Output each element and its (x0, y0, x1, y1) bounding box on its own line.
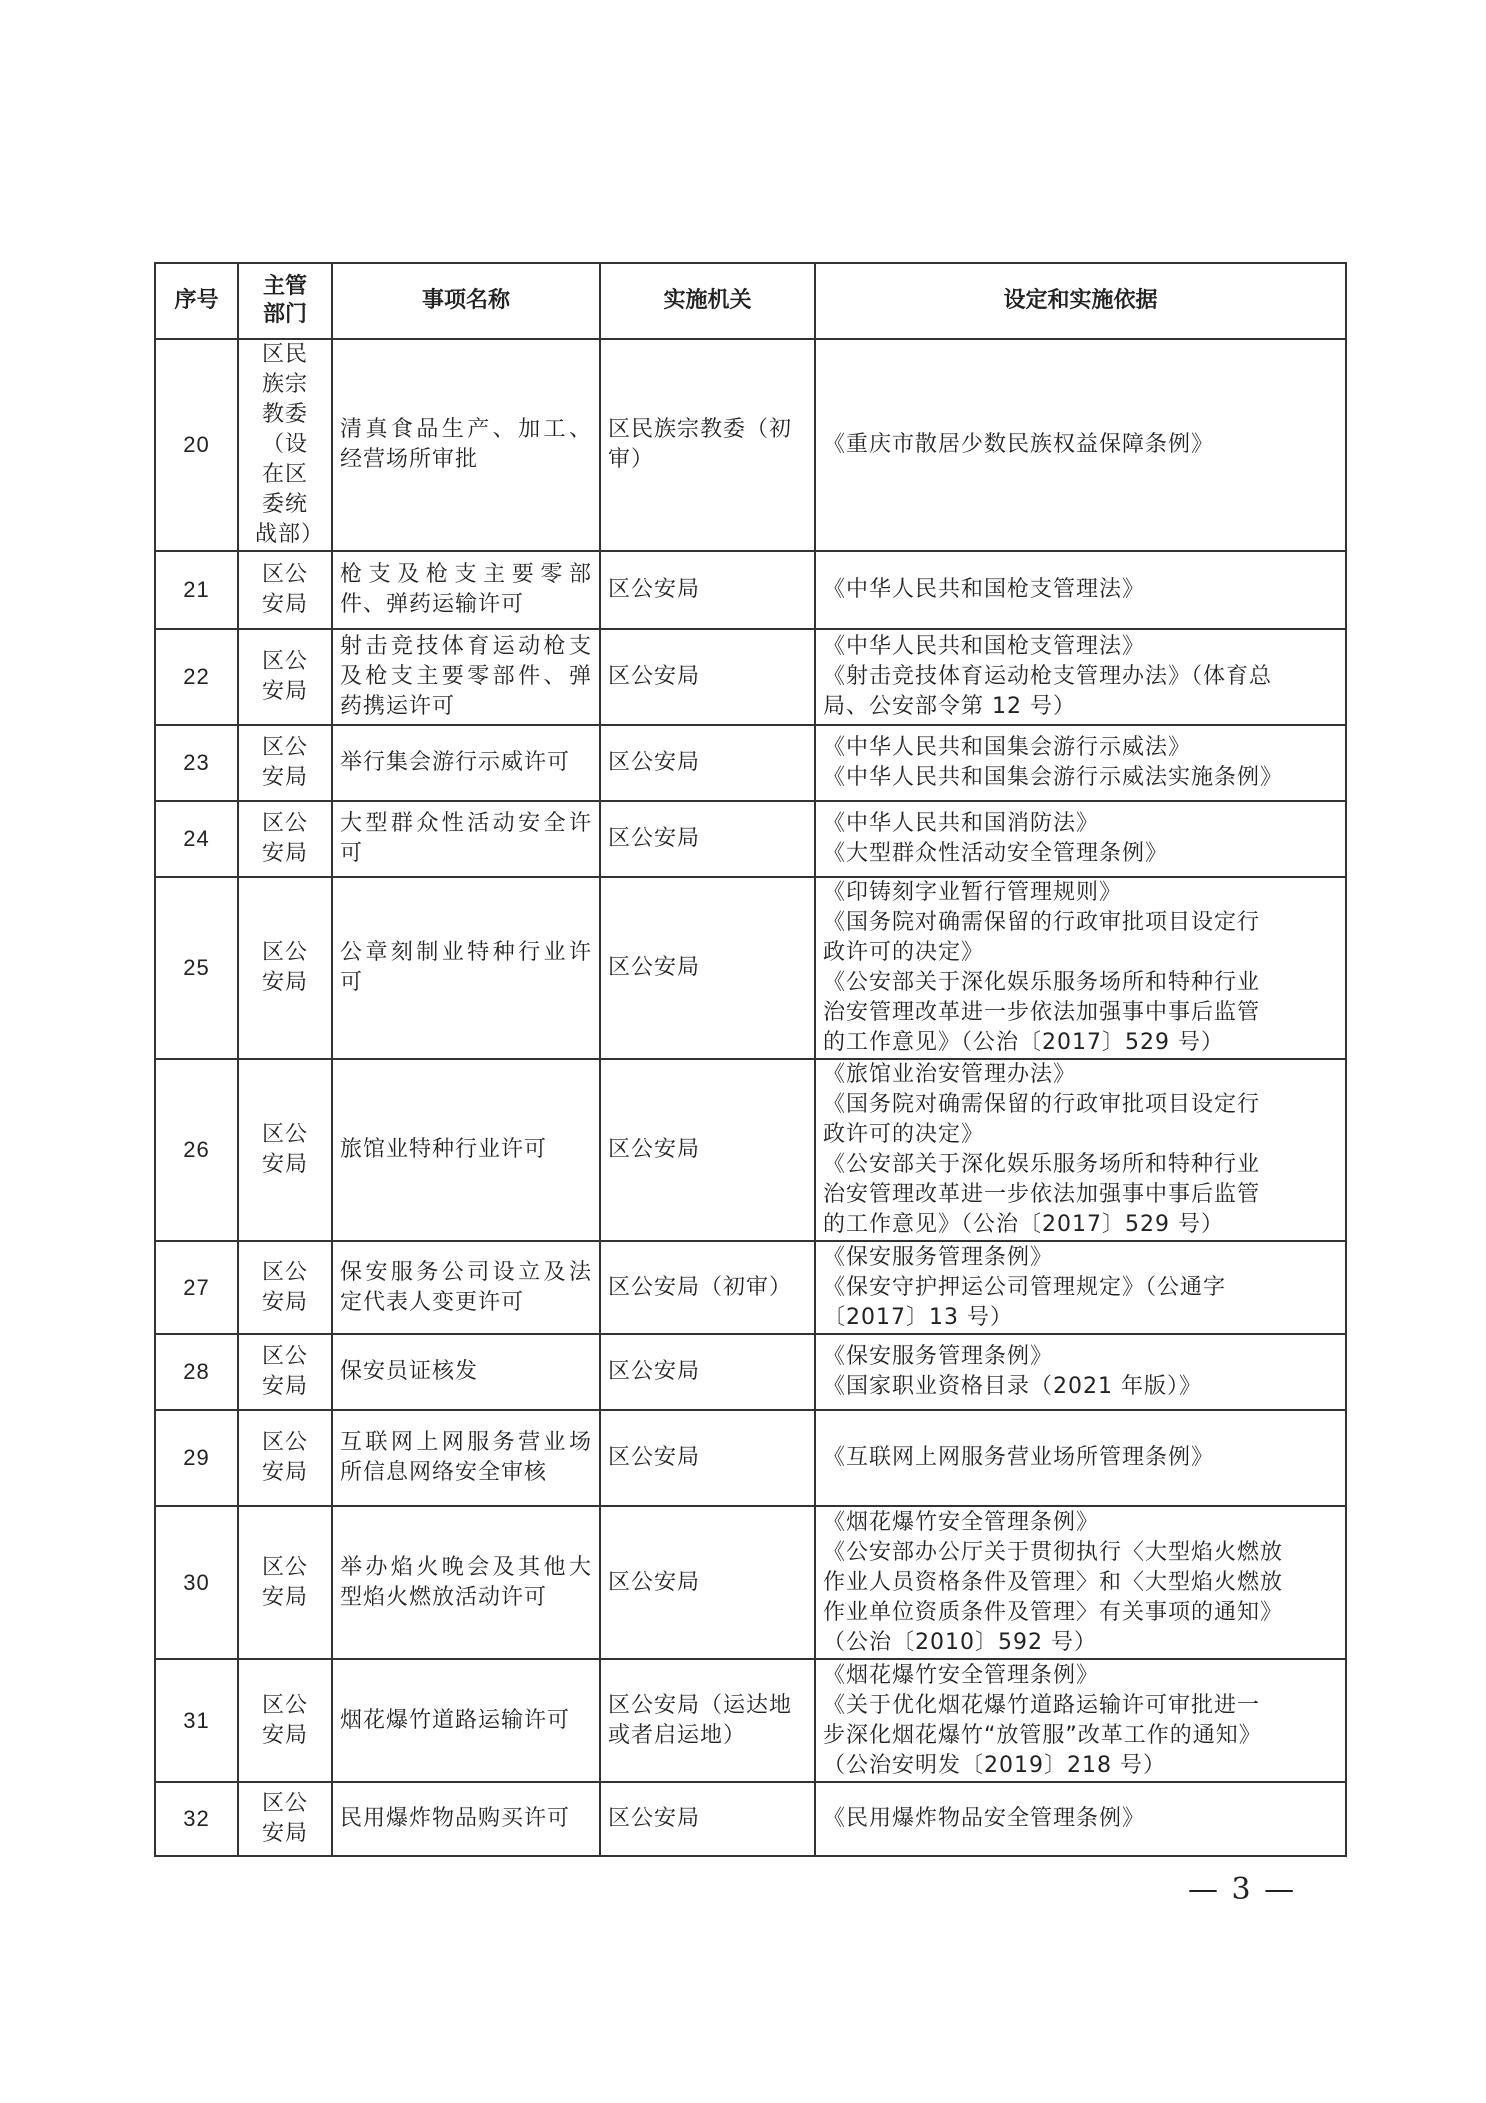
legal-basis (815, 877, 1346, 1059)
table-row (155, 877, 1346, 1059)
implementing-agency: 区公安局 (600, 629, 815, 725)
basis-line: 步深化烟花爆竹“放管服”改革工作的通知》 (823, 1722, 1262, 1748)
basis-line: 《公安部关于深化娱乐服务场所和特种行业 (823, 970, 1261, 995)
header-org: 实施机关 (600, 263, 815, 339)
basis-line: 治安管理改革进一步依法加强事中事后监管 (823, 1182, 1261, 1207)
row-number: 21 (155, 551, 238, 629)
implementing-agency: 区公安局 (600, 551, 815, 629)
basis-line: 《大型群众性活动安全管理条例》 (823, 841, 1169, 866)
item-name: 公章刻制业特种行业许可 (332, 877, 600, 1059)
implementing-agency: 区公安局 (600, 877, 815, 1059)
legal-basis (815, 629, 1346, 725)
legal-basis (815, 1334, 1346, 1410)
dept-text: 区公安局 (261, 1554, 308, 1610)
dept-cell (238, 1241, 332, 1334)
basis-line: 治安管理改革进一步依法加强事中事后监管 (823, 1000, 1261, 1025)
dept-text: 区公安局 (261, 562, 308, 617)
item-name: 烟花爆竹道路运输许可 (332, 1659, 600, 1782)
row-number: 29 (155, 1410, 238, 1506)
item-name: 射击竞技体育运动枪支及枪支主要零部件、弹药携运许可 (332, 629, 600, 725)
row-number: 31 (155, 1659, 238, 1782)
legal-basis (815, 1659, 1346, 1782)
implementing-agency: 区公安局（运达地或者启运地） (600, 1659, 815, 1782)
row-number: 24 (155, 801, 238, 877)
implementing-agency: 区公安局 (600, 1334, 815, 1410)
item-name: 保安服务公司设立及法定代表人变更许可 (332, 1241, 600, 1334)
item-name: 举办焰火晚会及其他大型焰火燃放活动许可 (332, 1506, 600, 1659)
dept-text: 区公安局 (261, 1430, 308, 1485)
basis-line: 《中华人民共和国消防法》 (823, 811, 1100, 836)
basis-line: （公治〔2010〕592 号） (823, 1629, 1097, 1655)
row-number: 32 (155, 1782, 238, 1856)
legal-basis (815, 339, 1346, 551)
basis-line: 《民用爆炸物品安全管理条例》 (823, 1806, 1146, 1831)
basis-line: 《烟花爆竹安全管理条例》 (823, 1662, 1100, 1688)
basis-line: 的工作意见》（公治〔2017〕529 号） (823, 1030, 1224, 1055)
header-basis: 设定和实施依据 (815, 263, 1346, 339)
row-number: 26 (155, 1059, 238, 1241)
basis-line: 《国务院对确需保留的行政审批项目设定行 (823, 1092, 1261, 1117)
row-number: 28 (155, 1334, 238, 1410)
row-number: 30 (155, 1506, 238, 1659)
row-number: 23 (155, 725, 238, 801)
basis-line: 《烟花爆竹安全管理条例》 (823, 1509, 1100, 1535)
implementing-agency: 区公安局 (600, 801, 815, 877)
dept-cell (238, 1334, 332, 1410)
dept-text: 区公安局 (261, 940, 308, 995)
dept-cell (238, 339, 332, 551)
table-row (155, 551, 1346, 629)
table-row (155, 1334, 1346, 1410)
basis-line: 《公安部办公厅关于贯彻执行〈大型焰火燃放 (823, 1539, 1284, 1565)
basis-line: 作业人员资格条件及管理〉和〈大型焰火燃放 (823, 1569, 1284, 1595)
basis-line: 《印铸刻字业暂行管理规则》 (823, 880, 1123, 905)
implementing-agency: 区公安局（初审） (600, 1241, 815, 1334)
header-dept: 主管部门 (238, 263, 332, 339)
legal-basis (815, 801, 1346, 877)
dept-cell (238, 1506, 332, 1659)
item-name: 民用爆炸物品购买许可 (332, 1782, 600, 1856)
page-number: — 3 — (1188, 1872, 1297, 1907)
item-name: 大型群众性活动安全许可 (332, 801, 600, 877)
basis-line: 局、公安部令第 12 号） (823, 694, 1076, 719)
dept-cell (238, 1659, 332, 1782)
basis-line: 《公安部关于深化娱乐服务场所和特种行业 (823, 1152, 1261, 1177)
table-row (155, 1659, 1346, 1782)
dept-text: 区公安局 (261, 1259, 308, 1315)
legal-basis (815, 1059, 1346, 1241)
basis-line: 《中华人民共和国枪支管理法》 (823, 577, 1146, 602)
basis-line: 《关于优化烟花爆竹道路运输许可审批进一 (823, 1692, 1261, 1718)
dept-text: 区公安局 (261, 649, 308, 704)
basis-line: 作业单位资质条件及管理〉有关事项的通知》 (823, 1599, 1284, 1625)
dept-cell (238, 1782, 332, 1856)
row-number: 22 (155, 629, 238, 725)
dept-cell (238, 1410, 332, 1506)
implementing-agency: 区公安局 (600, 1782, 815, 1856)
item-name: 枪支及枪支主要零部件、弹药运输许可 (332, 551, 600, 629)
implementing-agency: 区民族宗教委（初审） (600, 339, 815, 551)
legal-basis (815, 1410, 1346, 1506)
basis-line: 政许可的决定》 (823, 940, 985, 965)
table-row (155, 629, 1346, 725)
dept-cell (238, 551, 332, 629)
dept-cell (238, 877, 332, 1059)
legal-basis (815, 551, 1346, 629)
basis-line: 《国务院对确需保留的行政审批项目设定行 (823, 910, 1261, 935)
table-body (155, 339, 1346, 1856)
basis-line: 的工作意见》（公治〔2017〕529 号） (823, 1212, 1224, 1237)
basis-line: 《国家职业资格目录（2021 年版）》 (823, 1374, 1202, 1399)
basis-line: 《中华人民共和国集会游行示威法》 (823, 735, 1192, 760)
basis-line: 《保安服务管理条例》 (823, 1244, 1054, 1270)
dept-text: 区公安局 (261, 1344, 308, 1399)
item-name: 保安员证核发 (332, 1334, 600, 1410)
basis-line: 《重庆市散居少数民族权益保障条例》 (823, 432, 1215, 457)
table-row (155, 1506, 1346, 1659)
basis-line: 《中华人民共和国枪支管理法》 (823, 634, 1146, 659)
row-number: 25 (155, 877, 238, 1059)
legal-basis (815, 725, 1346, 801)
table-row (155, 1241, 1346, 1334)
basis-line: 《保安守护押运公司管理规定》（公通字 (823, 1274, 1227, 1300)
dept-text: 区民族宗教委（设在区委统战部） (255, 342, 325, 547)
legal-basis (815, 1241, 1346, 1334)
dept-text: 区公安局 (261, 1122, 308, 1177)
header-seq: 序号 (155, 263, 238, 339)
table-row (155, 1410, 1346, 1506)
dept-cell (238, 1059, 332, 1241)
item-name: 互联网上网服务营业场所信息网络安全审核 (332, 1410, 600, 1506)
legal-basis (815, 1506, 1346, 1659)
table-row (155, 1059, 1346, 1241)
implementing-agency: 区公安局 (600, 1410, 815, 1506)
table-row (155, 339, 1346, 551)
basis-line: 〔2017〕13 号） (823, 1304, 1013, 1330)
legal-basis (815, 1782, 1346, 1856)
basis-line: 《中华人民共和国集会游行示威法实施条例》 (823, 765, 1284, 790)
dept-cell (238, 725, 332, 801)
dept-text: 区公安局 (261, 1791, 308, 1846)
dept-cell (238, 801, 332, 877)
basis-line: 《互联网上网服务营业场所管理条例》 (823, 1445, 1215, 1470)
basis-line: 《射击竞技体育运动枪支管理办法》（体育总 (823, 664, 1273, 689)
table-row (155, 1782, 1346, 1856)
dept-cell (238, 629, 332, 725)
item-name: 清真食品生产、加工、经营场所审批 (332, 339, 600, 551)
basis-line: 政许可的决定》 (823, 1122, 985, 1147)
basis-line: （公治安明发〔2019〕218 号） (823, 1752, 1166, 1778)
basis-line: 《旅馆业治安管理办法》 (823, 1062, 1077, 1087)
item-name: 举行集会游行示威许可 (332, 725, 600, 801)
table-row (155, 725, 1346, 801)
table-header-row (155, 263, 1346, 339)
table-row (155, 801, 1346, 877)
dept-text: 区公安局 (261, 1692, 308, 1748)
dept-text: 区公安局 (261, 811, 308, 866)
row-number: 20 (155, 339, 238, 551)
row-number: 27 (155, 1241, 238, 1334)
implementing-agency: 区公安局 (600, 1059, 815, 1241)
basis-line: 《保安服务管理条例》 (823, 1344, 1054, 1369)
header-item: 事项名称 (332, 263, 600, 339)
dept-text: 区公安局 (261, 735, 308, 790)
item-name: 旅馆业特种行业许可 (332, 1059, 600, 1241)
implementing-agency: 区公安局 (600, 725, 815, 801)
permit-table (154, 262, 1347, 1857)
implementing-agency: 区公安局 (600, 1506, 815, 1659)
